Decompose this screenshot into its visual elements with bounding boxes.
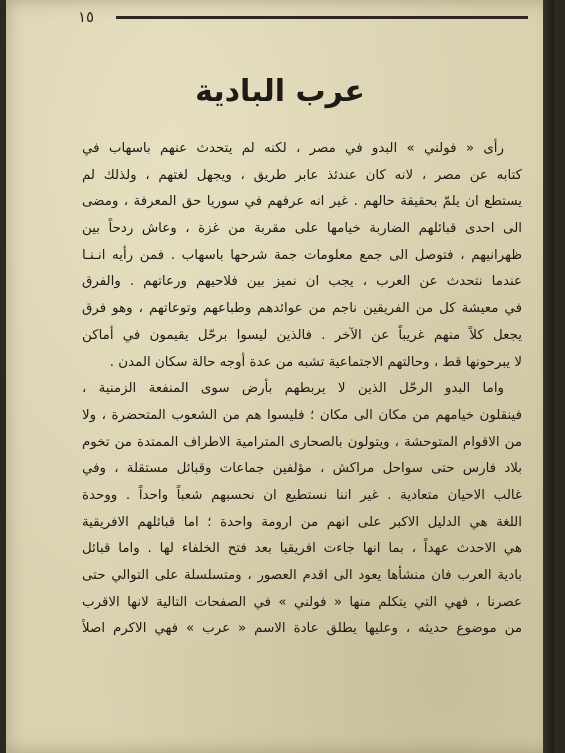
text-line: ظهرانيهم ، فتوصل الى جمع معلومات جمة شرحها باسهاب . فمن رأيه انـنـا bbox=[82, 247, 522, 263]
text-line: عندما نتحدث عن العرب ، يجب ان نميز بين فلاحيهم ورعاتهم . والفرق bbox=[82, 274, 522, 290]
text-line: لا يبرحونها قط ، وحالتهم الاجتماعية تشبه من عدة أوجه حالة سكان المدن . bbox=[109, 354, 522, 370]
text-line: يستطع ان يلمّ بحقيقة حالهم . غير انه عرفهم في سوريا حق المعرفة ، ومضى bbox=[82, 194, 522, 210]
text-line: في معيشة كل من الفريقين ناجم من عوائدهم وطباعهم وتوعاتهم ، وهو فرق bbox=[82, 301, 522, 317]
page-number: ١٥ bbox=[78, 8, 95, 26]
text-line: اللغة هي الدليل الاكبر على انهم من ارومة واحدة ؛ اما قبائلهم الافريقية bbox=[82, 514, 522, 530]
text-line: بادية العرب فان منشأها يعود الى اقدم العصور ، ومتسلسلة على التوالي حتى bbox=[82, 568, 522, 583]
text-line: رأى « فولني » البدو في مصر ، لكنه لم يتحدث عنهم باسهاب في bbox=[82, 141, 504, 156]
text-line: غالب الاحيان متعادية . غير اننا نستطيع ان نحسبهم شعباً واحداً . ووحدة bbox=[82, 487, 522, 503]
text-line: واما البدو الرحّل الذين لا يربطهم بأرض سوى المنفعة الزمنية ، bbox=[82, 381, 504, 397]
page-edge-shadow bbox=[543, 0, 554, 753]
text-line: من موضوع حديثه ، وعليها يطلق عادة الاسم « عرب » فهي الاكرم اصلاً bbox=[82, 621, 522, 637]
text-line: الى احدى قبائلهم الضاربة خيامها على مقربة من غزة ، وعاش ردحاً بين bbox=[82, 221, 522, 237]
text-line: كتابه عن مصر ، لانه كان عندئذ عابر طريق ، ويجهل لغتهم ، ولذلك لم bbox=[82, 167, 522, 183]
book-page bbox=[6, 0, 554, 753]
text-line: عصرنا ، فهي التي يتكلم منها « فولني » في الصفحات التالية لانها الاقرب bbox=[82, 594, 522, 610]
text-line: بلاد فارس حتى سواحل مراكش ، مؤلفين جماعات وقبائل مستقلة ، وفي bbox=[82, 461, 522, 477]
text-line: من الاقوام المتوحشة ، ويتولون بالصحارى المترامية الاطراف الممتدة من تخوم bbox=[82, 434, 522, 450]
header-rule bbox=[116, 16, 528, 19]
text-line: فينقلون خيامهم من مكان الى مكان ؛ فليسوا هم من الشعوب المتحضرة ، ولا bbox=[82, 407, 522, 423]
page-header bbox=[6, 6, 554, 30]
body-text bbox=[82, 136, 522, 643]
chapter-title: عرب البادية bbox=[195, 74, 365, 109]
text-line: هي الاحدث عهداً ، بما انها جاءت افريقيا بعد فتح الخلفاء لها . واما قبائل bbox=[82, 541, 522, 557]
text-line: يجعل كلاً منهم غريباً عن الآخر . فالذين ليسوا برحّل يقيمون في أماكن bbox=[82, 327, 522, 343]
